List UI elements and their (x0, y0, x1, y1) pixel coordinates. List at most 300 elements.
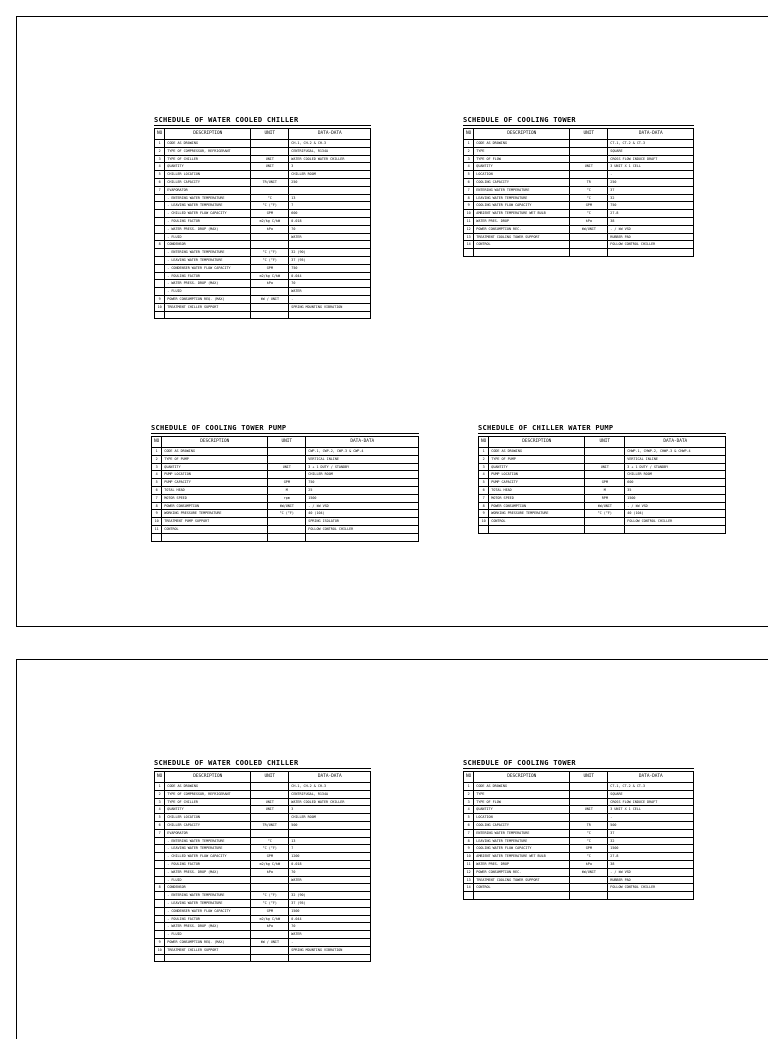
table-row (479, 463, 726, 471)
col-no-cell: 5 (479, 479, 489, 487)
col-unit-cell (268, 455, 306, 463)
header-col-no: NO (155, 129, 165, 140)
table-row (464, 155, 694, 163)
col-data-cell: CHWP-1, CHWP-2, CHWP-3 & CHWP-4 (625, 448, 726, 456)
col-unit-cell (251, 311, 289, 319)
col-unit-cell: UNIT (585, 463, 625, 471)
col-no-cell (155, 860, 165, 868)
col-unit-cell: UNIT (251, 798, 289, 806)
table-row (152, 518, 419, 526)
col-data-cell: 1500 (608, 845, 694, 853)
table-row (155, 829, 371, 837)
col-unit-cell: °C (°F) (251, 892, 289, 900)
col-description-cell: QUANTITY (162, 463, 268, 471)
col-description-cell: CODE AS DRAWING (474, 140, 570, 148)
col-data-cell (289, 186, 371, 194)
col-data-cell: 1200 (289, 853, 371, 861)
col-description-cell: ENTERING WATER TEMPERATURE (474, 186, 570, 194)
table-row (155, 140, 371, 148)
col-description-cell: PUMP LOCATION (162, 471, 268, 479)
col-no-cell: 9 (155, 938, 165, 946)
col-data-cell: 3 + 1 DUTY / STANDBY (306, 463, 419, 471)
col-no-cell (155, 280, 165, 288)
col-data-cell: CH-1, CH-2 & CH-3 (289, 783, 371, 791)
col-description-cell: - FOULING FACTOR (165, 860, 251, 868)
header-col-no: NO (464, 129, 474, 140)
col-data-cell: 1500 (289, 907, 371, 915)
col-unit-cell (570, 798, 608, 806)
col-data-cell: 1500 (306, 494, 419, 502)
col-no-cell: 8 (152, 502, 162, 510)
col-data-cell: SPRING ISOLATOR (306, 518, 419, 526)
col-data-cell: SQUARE (608, 790, 694, 798)
col-no-cell: 6 (155, 178, 165, 186)
table-row (152, 448, 419, 456)
col-description-cell: - FOULING FACTOR (165, 217, 251, 225)
table-row (155, 814, 371, 822)
col-unit-cell: rpm (268, 494, 306, 502)
table-row (464, 790, 694, 798)
col-no-cell: 5 (152, 479, 162, 487)
table-row (152, 471, 419, 479)
table-row (155, 217, 371, 225)
col-no-cell: 11 (464, 217, 474, 225)
col-no-cell: 9 (152, 510, 162, 518)
schedule-table (151, 436, 419, 542)
col-no-cell: 7 (464, 186, 474, 194)
table-row (155, 311, 371, 319)
col-unit-cell (268, 518, 306, 526)
col-unit-cell (251, 884, 289, 892)
col-unit-cell (251, 783, 289, 791)
col-data-cell: WATER (289, 876, 371, 884)
col-unit-cell: °C (251, 194, 289, 202)
header-col-description: DESCRIPTION (165, 772, 251, 783)
col-no-cell (155, 256, 165, 264)
col-description-cell: CONDENSOR (165, 884, 251, 892)
col-no-cell: 9 (155, 295, 165, 303)
col-no-cell (155, 931, 165, 939)
col-unit-cell (570, 249, 608, 257)
col-unit-cell (570, 155, 608, 163)
col-no-cell: 4 (464, 163, 474, 171)
col-description-cell: PUMP CAPACITY (489, 479, 585, 487)
col-description-cell: POWER CONSUMPTION REQ. (MAX) (165, 295, 251, 303)
col-data-cell (289, 829, 371, 837)
table-row (464, 194, 694, 202)
table-row (464, 217, 694, 225)
table-row (155, 202, 371, 210)
col-unit-cell (585, 525, 625, 533)
table-row (464, 147, 694, 155)
header-col-unit: UNIT (570, 129, 608, 140)
col-description-cell: - ENTERING WATER TEMPERATURE (165, 892, 251, 900)
col-unit-cell (251, 790, 289, 798)
col-no-cell: 4 (155, 163, 165, 171)
col-unit-cell: GPM (268, 479, 306, 487)
col-no-cell (152, 533, 162, 541)
col-no-cell: 10 (464, 853, 474, 861)
col-unit-cell (585, 518, 625, 526)
col-unit-cell (251, 303, 289, 311)
col-unit-cell: °C (°F) (251, 899, 289, 907)
col-no-cell: 6 (464, 821, 474, 829)
header-col-data: DATA-DATA (608, 772, 694, 783)
table-row (464, 829, 694, 837)
col-data-cell: 37 (608, 186, 694, 194)
col-unit-cell (268, 525, 306, 533)
col-unit-cell: kW/UNIT (570, 868, 608, 876)
col-no-cell (155, 225, 165, 233)
col-description-cell: CONTROL (162, 525, 268, 533)
col-data-cell: 25 (306, 486, 419, 494)
col-unit-cell: kPa (570, 860, 608, 868)
table-row (464, 853, 694, 861)
table-row (155, 264, 371, 272)
col-data-cell: - / kW VSD (608, 225, 694, 233)
table-row (152, 455, 419, 463)
col-no-cell: 8 (464, 194, 474, 202)
col-description-cell: - LEAVING WATER TEMPERATURE (165, 256, 251, 264)
col-no-cell (155, 288, 165, 296)
col-unit-cell (570, 892, 608, 900)
table-row (155, 194, 371, 202)
col-unit-cell: UNIT (251, 163, 289, 171)
col-no-cell (155, 907, 165, 915)
col-unit-cell (268, 471, 306, 479)
table-row (155, 272, 371, 280)
header-col-unit: UNIT (570, 772, 608, 783)
col-data-cell: 0.018 (289, 217, 371, 225)
col-no-cell (155, 202, 165, 210)
col-unit-cell: kPa (251, 923, 289, 931)
col-unit-cell: TR/UNIT (251, 178, 289, 186)
col-data-cell: 500 (289, 821, 371, 829)
table-row (464, 140, 694, 148)
col-description-cell: QUANTITY (474, 163, 570, 171)
col-no-cell: 5 (155, 814, 165, 822)
col-description-cell: POWER CONSUMPTION (162, 502, 268, 510)
col-unit-cell (251, 140, 289, 148)
col-unit-cell: °C (570, 186, 608, 194)
col-no-cell: 9 (464, 845, 474, 853)
col-no-cell: 2 (479, 455, 489, 463)
col-no-cell: 3 (155, 798, 165, 806)
col-data-cell: - / kW VSD (625, 502, 726, 510)
col-description-cell: QUANTITY (489, 463, 585, 471)
col-no-cell: 9 (464, 202, 474, 210)
col-data-cell: - (608, 814, 694, 822)
col-no-cell: 8 (155, 241, 165, 249)
col-description-cell: COOLING WATER FLOW CAPACITY (474, 845, 570, 853)
col-description-cell: TYPE OF PUMP (489, 455, 585, 463)
table-row (155, 923, 371, 931)
col-data-cell: WATER (289, 931, 371, 939)
col-description-cell: POWER CONSUMPTION REQ. (MAX) (165, 938, 251, 946)
table-row (464, 171, 694, 179)
col-no-cell (155, 899, 165, 907)
table-row (479, 525, 726, 533)
col-data-cell: 32 (90) (289, 892, 371, 900)
col-unit-cell (251, 946, 289, 954)
col-data-cell: WATER COOLED WATER CHILLER (289, 798, 371, 806)
col-description-cell: PUMP CAPACITY (162, 479, 268, 487)
table-row (479, 486, 726, 494)
col-no-cell: 4 (155, 806, 165, 814)
col-no-cell: 4 (152, 471, 162, 479)
col-data-cell: - / kW VSD (306, 502, 419, 510)
col-data-cell: WATER (289, 233, 371, 241)
table-row (464, 876, 694, 884)
table-row (155, 884, 371, 892)
col-description-cell: - WATER PRESS. DROP (MAX) (165, 225, 251, 233)
schedule-title: SCHEDULE OF COOLING TOWER (463, 116, 694, 126)
col-unit-cell: GPM (570, 202, 608, 210)
col-unit-cell: °C (°F) (251, 256, 289, 264)
col-description-cell: CODE AS DRAWING (474, 783, 570, 791)
table-row (152, 510, 419, 518)
col-description-cell: CODE AS DRAWING (162, 448, 268, 456)
header-row (464, 129, 694, 140)
col-description-cell: COOLING CAPACITY (474, 821, 570, 829)
table-row (155, 837, 371, 845)
col-data-cell: 0.044 (289, 915, 371, 923)
col-description-cell: - CHILLED WATER FLOW CAPACITY (165, 853, 251, 861)
col-unit-cell (251, 147, 289, 155)
col-data-cell: SQUARE (608, 147, 694, 155)
col-data-cell: SPRING MOUNTING VIBRATION (289, 946, 371, 954)
schedule-table (463, 771, 694, 900)
col-description-cell: TYPE OF CHILLER (165, 798, 251, 806)
col-no-cell (155, 915, 165, 923)
col-data-cell: 500 (608, 821, 694, 829)
col-unit-cell (268, 448, 306, 456)
col-description-cell: TREATMENT CHILLER SUPPORT (165, 303, 251, 311)
col-data-cell: 750 (289, 264, 371, 272)
col-no-cell: 9 (479, 510, 489, 518)
col-data-cell: 32 (608, 837, 694, 845)
col-description-cell: CONTROL (474, 884, 570, 892)
col-unit-cell: kW / UNIT (251, 938, 289, 946)
col-data-cell: FOLLOW CONTROL CHILLER (608, 241, 694, 249)
col-no-cell: 3 (464, 155, 474, 163)
table-row (155, 931, 371, 939)
col-unit-cell (251, 241, 289, 249)
col-no-cell: 5 (464, 814, 474, 822)
col-data-cell: FOLLOW CONTROL CHILLER (306, 525, 419, 533)
col-description-cell: TYPE OF FLOW (474, 798, 570, 806)
table-row (464, 868, 694, 876)
col-data-cell: 13 (289, 837, 371, 845)
col-no-cell (155, 272, 165, 280)
col-data-cell: 750 (306, 479, 419, 487)
col-no-cell: 5 (155, 171, 165, 179)
header-row (155, 772, 371, 783)
header-col-description: DESCRIPTION (474, 772, 570, 783)
header-col-description: DESCRIPTION (162, 437, 268, 448)
header-row (479, 437, 726, 448)
table-row (155, 954, 371, 962)
col-unit-cell: °C (570, 853, 608, 861)
col-unit-cell: °C (°F) (251, 845, 289, 853)
col-data-cell: CT-1, CT-2 & CT-3 (608, 140, 694, 148)
col-data-cell: CT-1, CT-2 & CT-3 (608, 783, 694, 791)
table-row (155, 155, 371, 163)
col-unit-cell: °C (°F) (251, 249, 289, 257)
col-description-cell: CODE AS DRAWING (489, 448, 585, 456)
col-description-cell: TYPE OF CHILLER (165, 155, 251, 163)
col-description-cell: - ENTERING WATER TEMPERATURE (165, 837, 251, 845)
table-row (155, 845, 371, 853)
col-description-cell: - WATER PRESS. DROP (MAX) (165, 923, 251, 931)
col-unit-cell: kW / UNIT (251, 295, 289, 303)
col-unit-cell (268, 533, 306, 541)
table-row (464, 210, 694, 218)
table-row (152, 494, 419, 502)
table-row (155, 178, 371, 186)
header-col-description: DESCRIPTION (489, 437, 585, 448)
col-no-cell: 2 (464, 147, 474, 155)
col-unit-cell (570, 140, 608, 148)
table-row (155, 163, 371, 171)
schedule-chiller-water-pump (478, 424, 726, 534)
table-row (152, 463, 419, 471)
col-no-cell (155, 233, 165, 241)
col-no-cell: 14 (464, 241, 474, 249)
header-col-no: NO (464, 772, 474, 783)
col-description-cell: TREATMENT COOLING TOWER SUPPORT (474, 233, 570, 241)
col-description-cell: - FLUID (165, 931, 251, 939)
col-unit-cell: m2/kg C/kW (251, 217, 289, 225)
table-row (155, 280, 371, 288)
col-data-cell: 35 (625, 486, 726, 494)
col-unit-cell (570, 241, 608, 249)
col-unit-cell: UNIT (570, 163, 608, 171)
col-unit-cell: GPM (570, 845, 608, 853)
col-description-cell: TYPE OF FLOW (474, 155, 570, 163)
table-row (464, 241, 694, 249)
col-description-cell: - FLUID (165, 288, 251, 296)
col-data-cell: 3 UNIT X 1 CELL (608, 806, 694, 814)
col-data-cell (289, 241, 371, 249)
col-data-cell: 7 (289, 202, 371, 210)
col-data-cell: CH-1, CH-2 & CH-3 (289, 140, 371, 148)
col-no-cell: 3 (155, 155, 165, 163)
col-no-cell: 1 (479, 448, 489, 456)
schedule-water-cooled-chiller-1 (154, 116, 371, 319)
col-no-cell: 2 (155, 790, 165, 798)
schedule-cooling-tower-pump (151, 424, 419, 542)
col-description-cell: CHILLER LOCATION (165, 814, 251, 822)
col-unit-cell: M (268, 486, 306, 494)
col-data-cell: 3 + 1 DUTY / STANDBY (625, 463, 726, 471)
col-description-cell: LEAVING WATER TEMPERATURE (474, 837, 570, 845)
header-col-data: DATA-DATA (608, 129, 694, 140)
col-unit-cell (570, 876, 608, 884)
col-unit-cell: TR (570, 178, 608, 186)
col-description-cell: TYPE OF COMPRESSOR, REFRIGERANT (165, 790, 251, 798)
table-row (155, 946, 371, 954)
col-no-cell: 7 (155, 829, 165, 837)
header-col-data: DATA-DATA (289, 129, 371, 140)
table-row (152, 502, 419, 510)
col-no-cell: 3 (479, 463, 489, 471)
col-description-cell: WATER PRES. DROP (474, 217, 570, 225)
col-description-cell (162, 533, 268, 541)
drawing-sheet-1 (16, 16, 768, 627)
col-description-cell: - FOULING FACTOR (165, 915, 251, 923)
col-no-cell: 2 (464, 790, 474, 798)
col-no-cell: 8 (479, 502, 489, 510)
col-unit-cell: m2/kg C/kW (251, 915, 289, 923)
col-no-cell: 10 (155, 946, 165, 954)
col-data-cell: VERTICAL INLINE (306, 455, 419, 463)
col-description-cell: TREATMENT PUMP SUPPORT (162, 518, 268, 526)
col-data-cell: SPRING MOUNTING VIBRATION (289, 303, 371, 311)
table-row (464, 892, 694, 900)
col-no-cell: 5 (464, 171, 474, 179)
col-no-cell: 1 (152, 448, 162, 456)
col-unit-cell (251, 876, 289, 884)
col-description-cell: AMBIENT WATER TEMPERATURE WET BULB (474, 853, 570, 861)
col-description-cell: POWER CONSUMPTION REC. (474, 225, 570, 233)
col-description-cell: AMBIENT WATER TEMPERATURE WET BULB (474, 210, 570, 218)
table-row (152, 486, 419, 494)
col-unit-cell: °C (°F) (585, 510, 625, 518)
col-data-cell: WATER (289, 288, 371, 296)
col-unit-cell: GPM (251, 853, 289, 861)
col-description-cell: ENTERING WATER TEMPERATURE (474, 829, 570, 837)
col-no-cell: 12 (464, 225, 474, 233)
header-col-unit: UNIT (251, 129, 289, 140)
schedule-title: SCHEDULE OF WATER COOLED CHILLER (154, 116, 371, 126)
col-description-cell: CONTROL (489, 518, 585, 526)
col-unit-cell: TR/UNIT (251, 821, 289, 829)
col-unit-cell: RPM (585, 494, 625, 502)
col-description-cell: COOLING WATER FLOW CAPACITY (474, 202, 570, 210)
col-data-cell: 32 (90) (289, 249, 371, 257)
col-no-cell: 13 (464, 233, 474, 241)
col-unit-cell (570, 171, 608, 179)
col-description-cell: TYPE (474, 790, 570, 798)
col-no-cell: 8 (464, 837, 474, 845)
table-row (479, 518, 726, 526)
table-row (155, 241, 371, 249)
table-row (155, 860, 371, 868)
col-description-cell: QUANTITY (474, 806, 570, 814)
col-data-cell: CENTRIFUGAL, R134A (289, 790, 371, 798)
col-data-cell: 70 (289, 225, 371, 233)
header-col-description: DESCRIPTION (474, 129, 570, 140)
schedule-title: SCHEDULE OF CHILLER WATER PUMP (478, 424, 726, 434)
col-unit-cell: GPM (251, 907, 289, 915)
col-data-cell (306, 533, 419, 541)
col-no-cell (155, 311, 165, 319)
col-data-cell: CHILLER ROOM (306, 471, 419, 479)
col-no-cell: 3 (152, 463, 162, 471)
col-no-cell (155, 194, 165, 202)
col-unit-cell: °C (570, 210, 608, 218)
col-description-cell (165, 311, 251, 319)
col-data-cell: 7 (289, 845, 371, 853)
col-unit-cell: M (585, 486, 625, 494)
table-row (479, 479, 726, 487)
col-description-cell: - CONDENSER WATER FLOW CAPACITY (165, 907, 251, 915)
col-unit-cell: UNIT (268, 463, 306, 471)
table-row (464, 225, 694, 233)
col-data-cell (625, 525, 726, 533)
col-no-cell: 6 (464, 178, 474, 186)
